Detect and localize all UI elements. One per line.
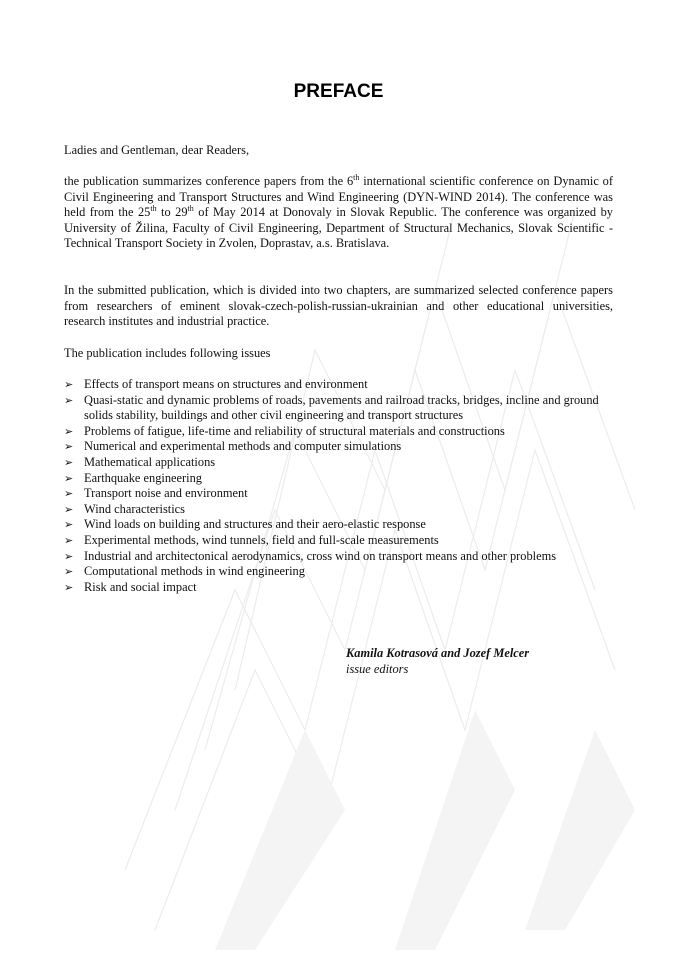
arrow-bullet-icon: ➢	[64, 565, 74, 579]
ordinal-suffix: th	[150, 204, 157, 214]
page-title: PREFACE	[293, 81, 384, 102]
signature-block	[346, 646, 529, 677]
arrow-bullet-icon: ➢	[64, 424, 74, 438]
list-item	[64, 533, 613, 549]
list-item-text: Earthquake engineering	[84, 470, 203, 485]
arrow-bullet-icon: ➢	[64, 533, 74, 547]
arrow-bullet-icon: ➢	[64, 378, 74, 391]
arrow-bullet-icon: ➢	[64, 580, 74, 594]
arrow-bullet-icon: ➢	[64, 393, 74, 407]
list-item-text: Mathematical applications	[84, 454, 216, 469]
editors-names: Kamila Kotrasová and Jozef Melcer	[346, 646, 530, 660]
list-item-text: Numerical and experimental methods and computer simulations	[84, 439, 402, 454]
ordinal-suffix: th	[187, 204, 194, 214]
list-item	[64, 455, 613, 471]
list-item	[64, 377, 613, 393]
list-item	[64, 549, 613, 565]
list-item-text: Risk and social impact	[84, 579, 197, 594]
arrow-bullet-icon: ➢	[64, 502, 74, 516]
intro-text-c: to 29	[156, 205, 188, 220]
arrow-bullet-icon: ➢	[64, 518, 74, 532]
list-item	[64, 502, 613, 518]
ordinal-suffix: th	[353, 172, 360, 182]
greeting: Ladies and Gentleman, dear Readers,	[64, 143, 250, 157]
list-item-text: Wind characteristics	[84, 501, 185, 516]
list-item	[64, 424, 613, 440]
editors-role: issue editors	[346, 661, 409, 676]
arrow-bullet-icon: ➢	[64, 487, 74, 501]
list-item-text: Effects of transport means on structures and environment	[84, 377, 368, 391]
list-item-text: Problems of fatigue, life-time and reliability of structural materials and constructions	[84, 423, 505, 438]
list-item-text: Industrial and architectonical aerodynamics, cross wind on transport means and other problems	[84, 548, 557, 563]
list-item	[64, 486, 613, 502]
intro-text-d: of May 2014 at Donovaly in Slovak Republic. The conference was organized by University of Žilina, Faculty of Civil Engineering, Department of Structural Mechanics, Slovak Scientific - Technical Transport Society in Zvolen, Doprastav, a.s. Bratislava.	[64, 205, 613, 251]
list-item	[64, 393, 613, 424]
issues-list	[64, 377, 613, 595]
list-item-text: Computational methods in wind engineering	[84, 564, 305, 579]
arrow-bullet-icon: ➢	[64, 455, 74, 469]
list-item-text: Transport noise and environment	[84, 486, 248, 501]
list-item-text: Wind loads on building and structures and their aero-elastic response	[84, 517, 426, 532]
intro-paragraph	[64, 174, 613, 252]
arrow-bullet-icon: ➢	[64, 440, 74, 454]
list-item	[64, 564, 613, 580]
list-item	[64, 471, 613, 487]
intro-text-a: the publication summarizes conference papers from the 6	[64, 174, 354, 188]
chapters-paragraph: In the submitted publication, which is divided into two chapters, are summarized selected conference papers from researchers of eminent slovak-czech-polish-russian-ukrainian and other educational universities, research institutes and industrial practice.	[64, 283, 613, 329]
arrow-bullet-icon: ➢	[64, 471, 74, 485]
list-item	[64, 439, 613, 455]
list-item-text: Experimental methods, wind tunnels, field and full-scale measurements	[84, 532, 439, 547]
list-item	[64, 517, 613, 533]
list-item	[64, 580, 613, 596]
issues-label: The publication includes following issues	[64, 346, 271, 360]
list-item-text: Quasi-static and dynamic problems of roads, pavements and railroad tracks, bridges, incline and ground solids stability, buildings and other civil engineering and transport structures	[84, 392, 599, 423]
arrow-bullet-icon: ➢	[64, 549, 74, 563]
intro-text-b: international scientific conference on Dynamic of Civil Engineering and Transport Structures and Wind Engineering (DYN-WIND 2014). The conference was held from the 25	[64, 174, 613, 220]
